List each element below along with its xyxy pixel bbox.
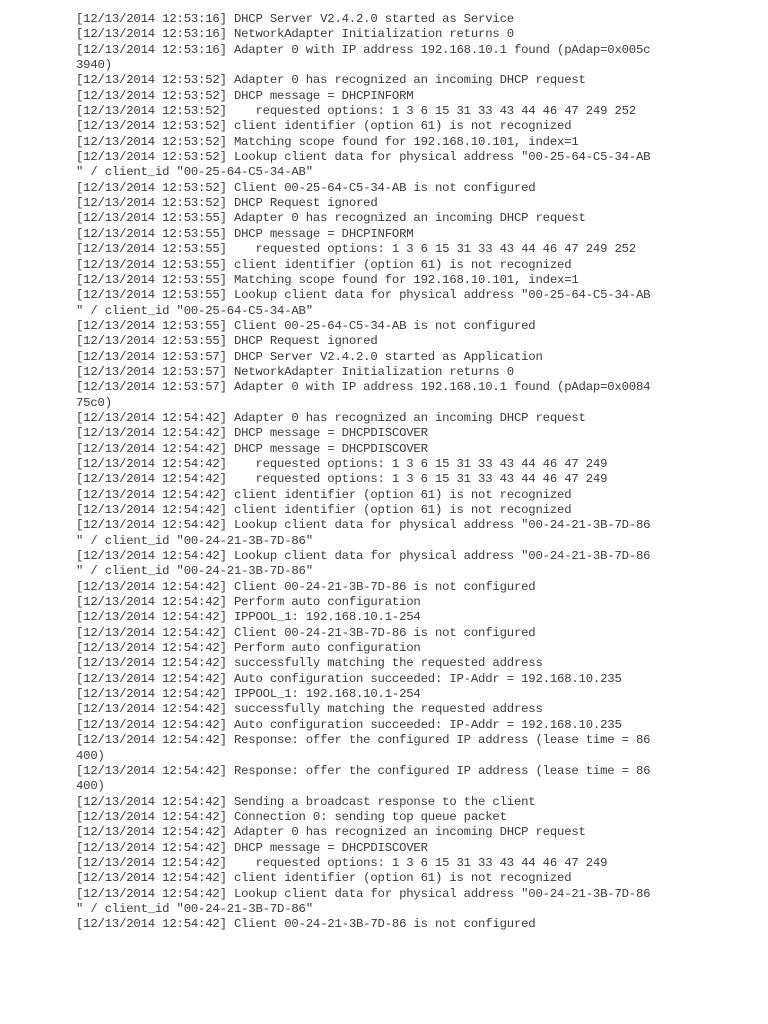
log-line: [12/13/2014 12:54:42] requested options: 1 3 6 15 31 33 43 44 46 47 249 bbox=[76, 855, 608, 870]
log-line: [12/13/2014 12:53:16] NetworkAdapter Initialization returns 0 bbox=[76, 27, 514, 42]
log-line: [12/13/2014 12:54:42] DHCP message = DHCPDISCOVER bbox=[76, 441, 428, 456]
log-line: [12/13/2014 12:53:55] Matching scope found for 192.168.10.101, index=1 bbox=[76, 272, 579, 287]
log-line: [12/13/2014 12:54:42] Client 00-24-21-3B-7D-86 is not configured bbox=[76, 625, 536, 640]
log-line: [12/13/2014 12:53:55] DHCP message = DHCPINFORM bbox=[76, 226, 414, 241]
log-line: [12/13/2014 12:54:42] Adapter 0 has recognized an incoming DHCP request bbox=[76, 825, 586, 840]
log-line: [12/13/2014 12:54:42] successfully matching the requested address bbox=[76, 656, 543, 671]
log-line: " / client_id "00-24-21-3B-7D-86" bbox=[76, 564, 313, 579]
log-line: [12/13/2014 12:54:42] Auto configuration succeeded: IP-Addr = 192.168.10.235 bbox=[76, 671, 622, 686]
log-line: [12/13/2014 12:54:42] client identifier (option 61) is not recognized bbox=[76, 503, 572, 517]
log-line: [12/13/2014 12:53:52] Client 00-25-64-C5-34-AB is not configured bbox=[76, 180, 536, 195]
log-line: [12/13/2014 12:54:42] Client 00-24-21-3B-7D-86 is not configured bbox=[76, 917, 536, 932]
log-line: [12/13/2014 12:54:42] Lookup client data for physical address "00-24-21-3B-7D-86 bbox=[76, 518, 651, 533]
log-line: [12/13/2014 12:53:55] Lookup client data for physical address "00-25-64-C5-34-AB bbox=[76, 288, 651, 303]
log-line: [12/13/2014 12:54:42] requested options: 1 3 6 15 31 33 43 44 46 47 249 bbox=[76, 456, 608, 471]
log-line: [12/13/2014 12:54:42] DHCP message = DHCPDISCOVER bbox=[76, 840, 428, 855]
log-line: [12/13/2014 12:53:52] DHCP Request ignored bbox=[76, 196, 378, 211]
log-line: [12/13/2014 12:53:55] client identifier (option 61) is not recognized bbox=[76, 257, 572, 272]
log-line: [12/13/2014 12:54:42] Perform auto configuration bbox=[76, 595, 421, 610]
log-line: [12/13/2014 12:54:42] Auto configuration succeeded: IP-Addr = 192.168.10.235 bbox=[76, 717, 622, 732]
log-line: [12/13/2014 12:54:42] Lookup client data for physical address "00-24-21-3B-7D-86 bbox=[76, 886, 651, 901]
log-line: [12/13/2014 12:54:42] client identifier (option 61) is not recognized bbox=[76, 487, 572, 502]
log-line: 400) bbox=[76, 779, 105, 794]
log-line: [12/13/2014 12:53:52] Matching scope found for 192.168.10.101, index=1 bbox=[76, 134, 579, 149]
log-line: [12/13/2014 12:53:52] requested options: 1 3 6 15 31 33 43 44 46 47 249 252 bbox=[76, 104, 636, 119]
log-line: 400) bbox=[76, 748, 105, 763]
log-line: [12/13/2014 12:53:55] requested options: 1 3 6 15 31 33 43 44 46 47 249 252 bbox=[76, 242, 636, 257]
log-line: " / client_id "00-25-64-C5-34-AB" bbox=[76, 303, 313, 318]
log-line: [12/13/2014 12:54:42] Adapter 0 has recognized an incoming DHCP request bbox=[76, 410, 586, 425]
log-line: [12/13/2014 12:54:42] Client 00-24-21-3B-7D-86 is not configured bbox=[76, 579, 536, 594]
log-line: [12/13/2014 12:54:42] Perform auto configuration bbox=[76, 641, 421, 656]
log-line: [12/13/2014 12:53:52] client identifier (option 61) is not recognized bbox=[76, 119, 572, 134]
log-line: [12/13/2014 12:53:55] DHCP Request ignored bbox=[76, 334, 378, 349]
log-line: [12/13/2014 12:54:42] Response: offer the configured IP address (lease time = 86 bbox=[76, 763, 651, 778]
log-line: " / client_id "00-24-21-3B-7D-86" bbox=[76, 901, 313, 916]
log-line: " / client_id "00-24-21-3B-7D-86" bbox=[76, 533, 313, 548]
log-line: [12/13/2014 12:53:52] DHCP message = DHCPINFORM bbox=[76, 88, 414, 103]
log-line: [12/13/2014 12:54:42] Connection 0: sending top queue packet bbox=[76, 809, 507, 824]
log-line: [12/13/2014 12:53:57] DHCP Server V2.4.2.0 started as Application bbox=[76, 349, 543, 364]
log-line: [12/13/2014 12:53:52] Adapter 0 has recognized an incoming DHCP request bbox=[76, 73, 586, 88]
log-line: 75c0) bbox=[76, 395, 112, 410]
log-line: [12/13/2014 12:54:42] DHCP message = DHCPDISCOVER bbox=[76, 426, 428, 441]
log-line: [12/13/2014 12:53:52] Lookup client data for physical address "00-25-64-C5-34-AB bbox=[76, 150, 651, 165]
log-line: [12/13/2014 12:53:16] Adapter 0 with IP address 192.168.10.1 found (pAdap=0x005c bbox=[76, 42, 651, 57]
log-line: [12/13/2014 12:54:42] IPPOOL_1: 192.168.10.1-254 bbox=[76, 687, 421, 702]
log-line: [12/13/2014 12:54:42] client identifier (option 61) is not recognized bbox=[76, 871, 572, 886]
log-line: [12/13/2014 12:53:55] Adapter 0 has recognized an incoming DHCP request bbox=[76, 211, 586, 226]
log-text-block bbox=[76, 12, 676, 933]
log-line: [12/13/2014 12:54:42] requested options: 1 3 6 15 31 33 43 44 46 47 249 bbox=[76, 472, 608, 487]
log-line: [12/13/2014 12:54:42] successfully matching the requested address bbox=[76, 702, 543, 717]
log-line: [12/13/2014 12:53:16] DHCP Server V2.4.2.0 started as Service bbox=[76, 12, 514, 26]
log-line: [12/13/2014 12:53:57] NetworkAdapter Initialization returns 0 bbox=[76, 364, 514, 379]
log-line: [12/13/2014 12:53:57] Adapter 0 with IP address 192.168.10.1 found (pAdap=0x0084 bbox=[76, 380, 651, 395]
log-line: 3940) bbox=[76, 58, 112, 73]
log-line: [12/13/2014 12:54:42] Sending a broadcast response to the client bbox=[76, 794, 536, 809]
log-line: [12/13/2014 12:53:55] Client 00-25-64-C5-34-AB is not configured bbox=[76, 318, 536, 333]
log-line: " / client_id "00-25-64-C5-34-AB" bbox=[76, 165, 313, 180]
log-line: [12/13/2014 12:54:42] Response: offer the configured IP address (lease time = 86 bbox=[76, 733, 651, 748]
log-line: [12/13/2014 12:54:42] Lookup client data for physical address "00-24-21-3B-7D-86 bbox=[76, 549, 651, 564]
log-line: [12/13/2014 12:54:42] IPPOOL_1: 192.168.10.1-254 bbox=[76, 610, 421, 625]
